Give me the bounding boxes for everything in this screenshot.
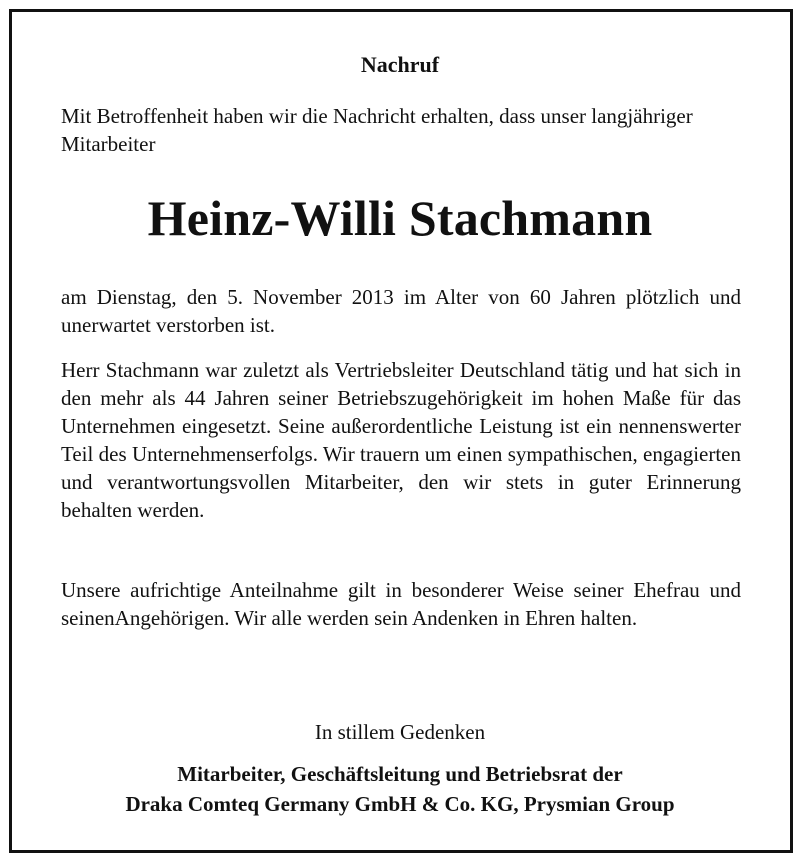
signature-block xyxy=(0,759,800,819)
signature-line-2: Draka Comteq Germany GmbH & Co. KG, Prysmian Group xyxy=(125,792,675,816)
deceased-name: Heinz-Willi Stachmann xyxy=(147,190,653,246)
death-statement-paragraph: am Dienstag, den 5. November 2013 im Alter von 60 Jahren plötzlich und unerwartet verstorben ist. xyxy=(61,285,741,337)
intro-paragraph: Mit Betroffenheit haben wir die Nachricht erhalten, dass unser langjähriger Mitarbeiter xyxy=(61,104,693,156)
sympathy-paragraph: Unsere aufrichtige Anteilnahme gilt in besonderer Weise seiner Ehefrau und seinenAngehörigen. Wir alle werden sein Andenken in Ehren halten. xyxy=(61,578,741,630)
career-paragraph: Herr Stachmann war zuletzt als Vertriebsleiter Deutschland tätig und hat sich in den mehr als 44 Jahren seiner Betriebszugehörigkeit im hohen Maße für das Unternehmen eingesetzt. Seine außerordentliche Leistung ist ein nennenswerter Teil des Unternehmenserfolgs. Wir trauern um einen sympathischen, engagierten und verantwortungsvollen Mitarbeiter, den wir stets in guter Erinnerung behalten werden. xyxy=(61,358,741,522)
closing-phrase: In stillem Gedenken xyxy=(314,720,486,744)
signature-line-1: Mitarbeiter, Geschäftsleitung und Betriebsrat der xyxy=(177,762,623,786)
notice-heading: Nachruf xyxy=(360,52,440,77)
